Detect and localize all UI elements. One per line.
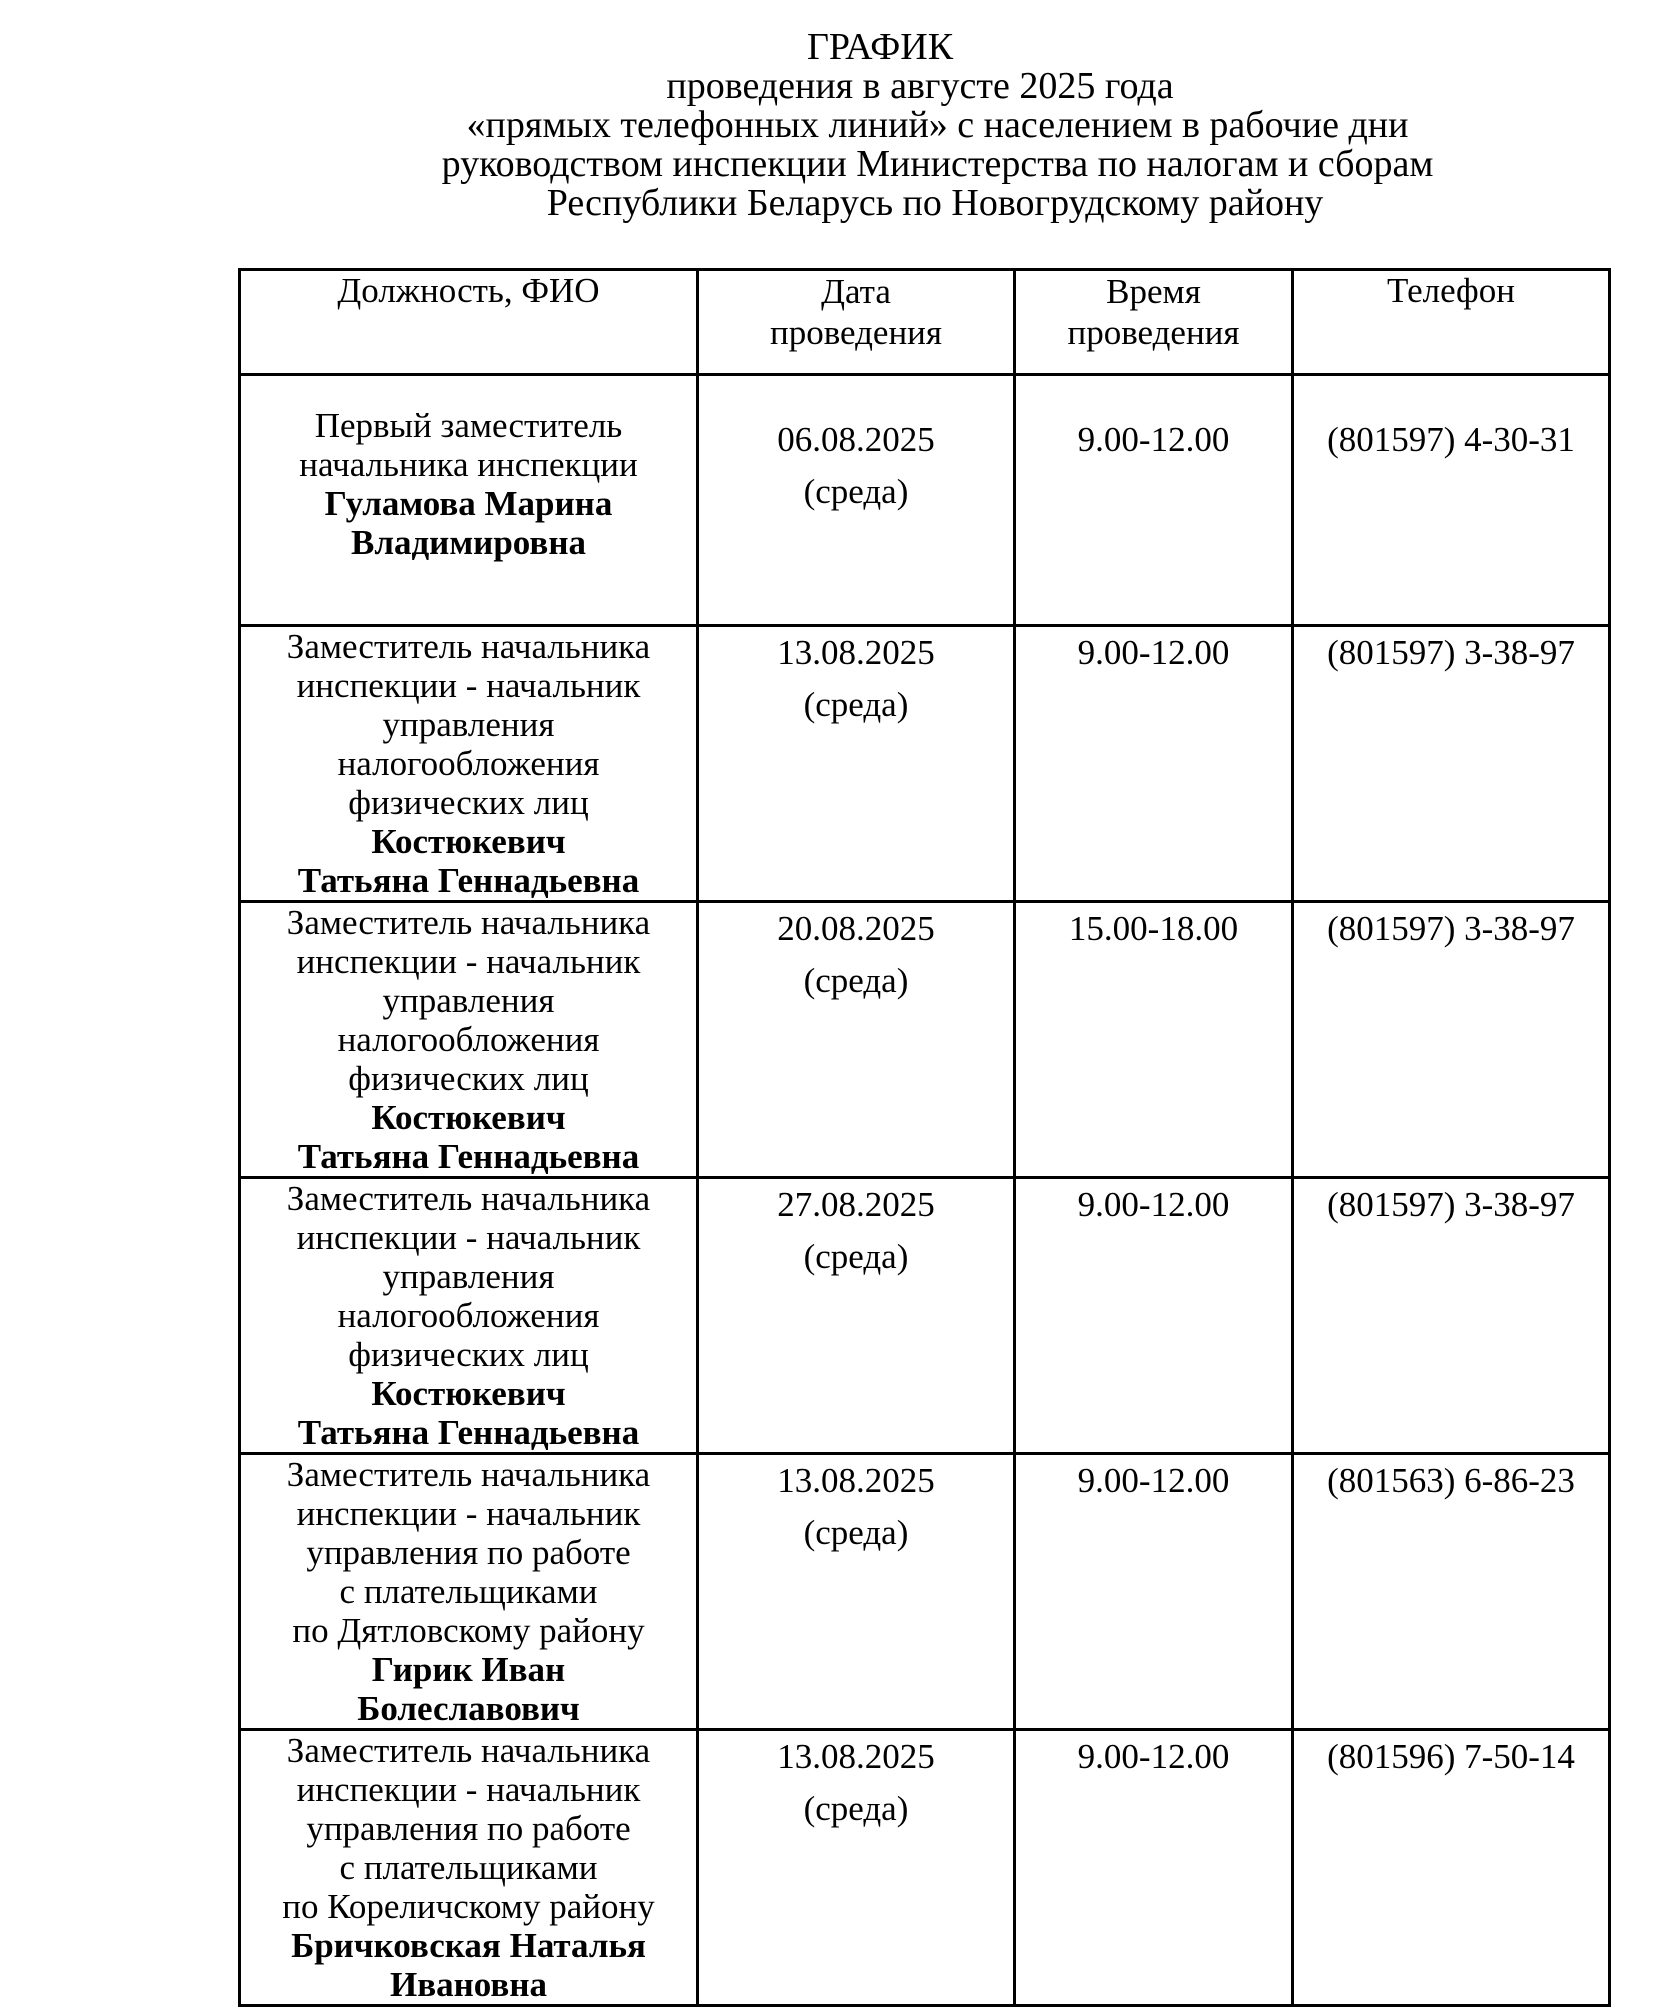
cell-time <box>1015 1454 1293 1730</box>
person-name: Костюкевич Татьяна Геннадьевна <box>297 1374 640 1452</box>
title-subtitle-line: проведения в августе 2025 года <box>666 65 1174 107</box>
title-heading: ГРАФИК <box>806 26 954 68</box>
header-date-label: Дата <box>821 272 891 311</box>
header-date-label: проведения <box>769 313 943 352</box>
header-date <box>698 270 1015 375</box>
cell-date <box>698 902 1015 1178</box>
header-time-label: Время <box>1106 272 1201 311</box>
phone-value: (801597) 3-38-97 <box>1327 633 1575 672</box>
person-name: Гирик Иван Болеславович <box>357 1650 580 1728</box>
table-row <box>240 1178 1610 1454</box>
cell-phone <box>1293 1178 1610 1454</box>
cell-position <box>240 1454 698 1730</box>
person-name: Бричковская Наталья Ивановна <box>291 1926 646 2004</box>
cell-position <box>240 1730 698 2006</box>
cell-phone <box>1293 1454 1610 1730</box>
time-value: 9.00-12.00 <box>1077 1461 1230 1500</box>
position-title: Заместитель начальника инспекции - начальник управления налогообложения физических лиц <box>286 1179 651 1374</box>
document-title <box>300 28 1520 223</box>
header-time-label: проведения <box>1067 313 1240 352</box>
schedule-table <box>238 268 1611 2007</box>
weekday-value: (среда) <box>803 1513 909 1552</box>
cell-phone <box>1293 375 1610 626</box>
table-row <box>240 1730 1610 2006</box>
cell-phone <box>1293 1730 1610 2006</box>
header-time <box>1015 270 1293 375</box>
table-row <box>240 902 1610 1178</box>
cell-position <box>240 902 698 1178</box>
cell-date <box>698 1178 1015 1454</box>
person-name: Костюкевич Татьяна Геннадьевна <box>297 1098 640 1176</box>
weekday-value: (среда) <box>803 472 909 511</box>
person-name: Костюкевич Татьяна Геннадьевна <box>297 822 640 900</box>
weekday-value: (среда) <box>803 1237 909 1276</box>
date-value: 13.08.2025 <box>777 1737 935 1776</box>
position-title: Заместитель начальника инспекции - начальник управления налогообложения физических лиц <box>286 903 651 1098</box>
time-value: 9.00-12.00 <box>1077 420 1230 459</box>
time-value: 15.00-18.00 <box>1068 909 1239 948</box>
person-name: Гуламова Марина Владимировна <box>324 484 613 562</box>
header-phone <box>1293 270 1610 375</box>
position-title: Заместитель начальника инспекции - начальник управления по работе с плательщиками по Кореличскому району <box>282 1731 655 1926</box>
phone-value: (801597) 4-30-31 <box>1327 420 1575 459</box>
cell-phone <box>1293 902 1610 1178</box>
table-row <box>240 375 1610 626</box>
date-value: 06.08.2025 <box>777 420 935 459</box>
date-value: 13.08.2025 <box>777 1461 935 1500</box>
cell-position <box>240 375 698 626</box>
cell-time <box>1015 375 1293 626</box>
header-position <box>240 270 698 375</box>
table-row <box>240 1454 1610 1730</box>
table-header-row <box>240 270 1610 375</box>
phone-value: (801563) 6-86-23 <box>1327 1461 1575 1500</box>
phone-value: (801596) 7-50-14 <box>1327 1737 1575 1776</box>
cell-position <box>240 626 698 902</box>
position-title: Заместитель начальника инспекции - начальник управления налогообложения физических лиц <box>286 627 651 822</box>
cell-position <box>240 1178 698 1454</box>
cell-time <box>1015 1178 1293 1454</box>
header-phone-label: Телефон <box>1387 271 1515 310</box>
weekday-value: (среда) <box>803 685 909 724</box>
time-value: 9.00-12.00 <box>1077 1737 1230 1776</box>
cell-date <box>698 1730 1015 2006</box>
position-title: Заместитель начальника инспекции - начальник управления по работе с плательщиками по Дятловскому району <box>286 1455 651 1650</box>
table-row <box>240 626 1610 902</box>
phone-value: (801597) 3-38-97 <box>1327 1185 1575 1224</box>
weekday-value: (среда) <box>803 1789 909 1828</box>
cell-time <box>1015 1730 1293 2006</box>
phone-value: (801597) 3-38-97 <box>1327 909 1575 948</box>
title-subtitle-line: Республики Беларусь по Новогрудскому району <box>546 182 1324 224</box>
date-value: 13.08.2025 <box>777 633 935 672</box>
date-value: 20.08.2025 <box>777 909 935 948</box>
weekday-value: (среда) <box>803 961 909 1000</box>
cell-date <box>698 375 1015 626</box>
date-value: 27.08.2025 <box>777 1185 935 1224</box>
cell-date <box>698 1454 1015 1730</box>
cell-phone <box>1293 626 1610 902</box>
cell-date <box>698 626 1015 902</box>
cell-time <box>1015 626 1293 902</box>
title-subtitle-line: руководством инспекции Министерства по налогам и сборам <box>441 143 1434 185</box>
position-title: Первый заместитель начальника инспекции <box>299 406 638 484</box>
cell-time <box>1015 902 1293 1178</box>
header-position-label: Должность, ФИО <box>337 271 600 310</box>
time-value: 9.00-12.00 <box>1077 633 1230 672</box>
title-subtitle-line: «прямых телефонных линий» с населением в рабочие дни <box>466 104 1409 146</box>
time-value: 9.00-12.00 <box>1077 1185 1230 1224</box>
